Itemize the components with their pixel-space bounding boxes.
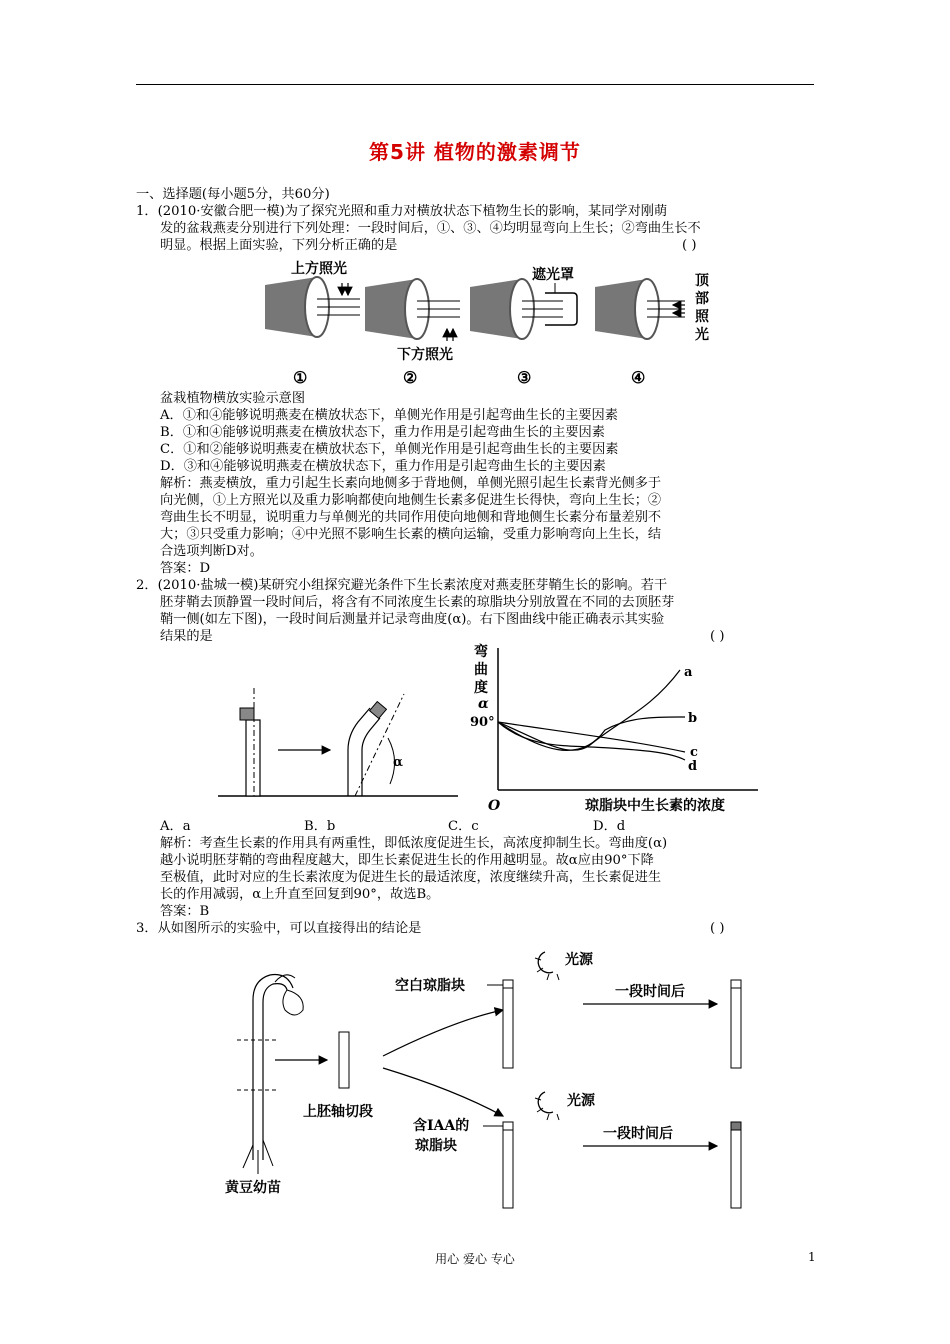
q2-line-2: 胚芽鞘去顶静置一段时间后，将含有不同浓度生长素的琼脂块分别放置在不同的去顶胚芽 — [160, 595, 675, 610]
curve-d — [498, 722, 685, 760]
q1-figure — [255, 255, 735, 390]
q1-line-1: 1．(2010·安徽合肥一模)为了探究光照和重力对横放状态下植物生长的影响，某同学对刚萌 — [136, 204, 668, 219]
q2-answer: 答案：B — [160, 904, 210, 919]
curve-label-a: a — [684, 665, 693, 680]
epicotyl-segment — [339, 1032, 349, 1088]
q2-option-b: B．b — [304, 819, 336, 834]
curve-label-d: d — [688, 759, 698, 774]
q2-analysis-4: 长的作用减弱，α上升直至回复到90°，故选B。 — [160, 887, 440, 902]
q2-analysis-2: 越小说明胚芽鞘的弯曲程度越大，即生长素促进生长的作用越明显。故α应由90°下降 — [160, 853, 654, 868]
pot-3 — [470, 279, 577, 339]
seedling — [237, 975, 303, 1174]
segment-result-2 — [731, 1122, 741, 1208]
q1-option-d: D．③和④能够说明燕麦在横放状态下，重力作用是引起弯曲生长的主要因素 — [160, 459, 606, 474]
seedling-label: 黄豆幼苗 — [225, 1180, 281, 1196]
q3-figure — [215, 940, 815, 1200]
shade-label: 遮光罩 — [532, 267, 574, 283]
q1-line-2: 发的盆栽燕麦分别进行下列处理：一段时间后，①、③、④均明显弯向上生长；②弯曲生长不 — [160, 221, 701, 236]
iaa-agar — [503, 1122, 513, 1130]
origin-label: O — [488, 798, 501, 814]
q2-analysis-3: 至极值，此时对应的生长素浓度为促进生长的最适浓度，浓度继续升高，生长素促进生 — [160, 870, 662, 885]
q1-option-c: C．①和②能够说明燕麦在横放状态下，单侧光作用是引起弯曲生长的主要因素 — [160, 442, 619, 457]
alpha-label: α — [393, 755, 404, 770]
ylabel-4: α — [478, 696, 489, 712]
q2-curve-chart — [470, 640, 770, 815]
side-light-3: 照 — [695, 309, 709, 325]
q1-option-b: B．①和④能够说明燕麦在横放状态下，重力作用是引起弯曲生长的主要因素 — [160, 425, 605, 440]
q2-bracket: ( ) — [710, 629, 725, 644]
section-heading: 一、选择题(每小题5分，共60分) — [136, 187, 330, 202]
header-rule — [136, 84, 814, 85]
q2-line-1: 2．(2010·盐城一模)某研究小组探究避光条件下生长素浓度对燕麦胚芽鞘生长的影响。若干 — [136, 578, 668, 593]
side-light-4: 光 — [695, 327, 709, 343]
q2-option-d: D．d — [593, 819, 626, 834]
num-1: ① — [293, 368, 308, 387]
time-label-2: 一段时间后 — [603, 1126, 673, 1142]
num-4: ④ — [631, 368, 646, 387]
q2-coleoptile-figure — [218, 680, 458, 800]
blank-agar-label: 空白琼脂块 — [395, 978, 465, 994]
curve-b — [498, 717, 685, 750]
footer-text: 用心 爱心 专心 — [435, 1252, 515, 1266]
page-title: 第5讲 植物的激素调节 — [369, 140, 581, 164]
iaa-agar-label-1: 含IAA的 — [413, 1118, 470, 1134]
q2-line-4: 结果的是 — [160, 629, 213, 644]
q1-option-a: A．①和④能够说明燕麦在横放状态下，单侧光作用是引起弯曲生长的主要因素 — [160, 408, 618, 423]
xlabel: 琼脂块中生长素的浓度 — [585, 798, 725, 814]
pot-1 — [265, 277, 360, 337]
bottom-light-label: 下方照光 — [397, 347, 453, 363]
q1-analysis-3: 弯曲生长不明显，说明重力与单侧光的共同作用使向地侧和背地侧生长素分布量差别不 — [160, 510, 662, 525]
time-label-1: 一段时间后 — [615, 984, 685, 1000]
ylabel-1: 弯 — [474, 644, 488, 660]
q1-caption: 盆栽植物横放实验示意图 — [160, 391, 306, 406]
light-source-2: 光源 — [567, 1093, 595, 1109]
iaa-agar-label-2: 琼脂块 — [415, 1138, 457, 1154]
y90-label: 90° — [470, 715, 495, 730]
q1-analysis-1: 解析：燕麦横放，重力引起生长素向地侧多于背地侧，单侧光照引起生长素背光侧多于 — [160, 476, 662, 491]
q2-analysis-1: 解析：考查生长素的作用具有两重性，即低浓度促进生长，高浓度抑制生长。弯曲度(α) — [160, 836, 668, 851]
curve-label-b: b — [688, 711, 698, 726]
q3-bracket: ( ) — [710, 921, 725, 936]
segment-result-1 — [731, 980, 741, 1068]
side-light-1: 顶 — [695, 273, 709, 289]
q1-answer: 答案：D — [160, 561, 211, 576]
q1-analysis-5: 合选项判断D对。 — [160, 544, 263, 559]
page-number: 1 — [808, 1250, 816, 1264]
segment-iaa — [503, 1122, 513, 1208]
num-2: ② — [403, 368, 418, 387]
ylabel-2: 曲 — [474, 662, 488, 678]
q2-option-c: C．c — [448, 819, 479, 834]
top-light-label: 上方照光 — [291, 261, 347, 277]
q1-analysis-2: 向光侧，①上方照光以及重力影响都使向地侧生长素多促进生长得快，弯向上生长；② — [160, 493, 662, 508]
num-3: ③ — [517, 368, 532, 387]
sun-icon — [535, 952, 559, 980]
q3-line-1: 3．从如图所示的实验中，可以直接得出的结论是 — [136, 921, 422, 936]
curve-label-c: c — [690, 745, 698, 760]
sun-icon-2 — [535, 1092, 559, 1120]
q1-bracket: ( ) — [682, 238, 697, 253]
segment-label: 上胚轴切段 — [303, 1104, 373, 1120]
light-source-1: 光源 — [565, 952, 593, 968]
q2-option-a: A．a — [160, 819, 191, 834]
q1-analysis-4: 大；③只受重力影响；④中光照不影响生长素的横向运输，受重力影响弯向上生长，结 — [160, 527, 662, 542]
segment-blank — [503, 980, 513, 1068]
pot-2 — [365, 279, 460, 339]
blank-agar — [503, 980, 513, 988]
pot-4 — [595, 279, 685, 339]
ylabel-3: 度 — [474, 680, 488, 696]
q1-line-3: 明显。根据上面实验，下列分析正确的是 — [160, 238, 398, 253]
q2-line-3: 鞘一侧(如左下图)，一段时间后测量并记录弯曲度(α)。右下图曲线中能正确表示其实验 — [160, 612, 665, 627]
side-light-2: 部 — [695, 291, 709, 307]
